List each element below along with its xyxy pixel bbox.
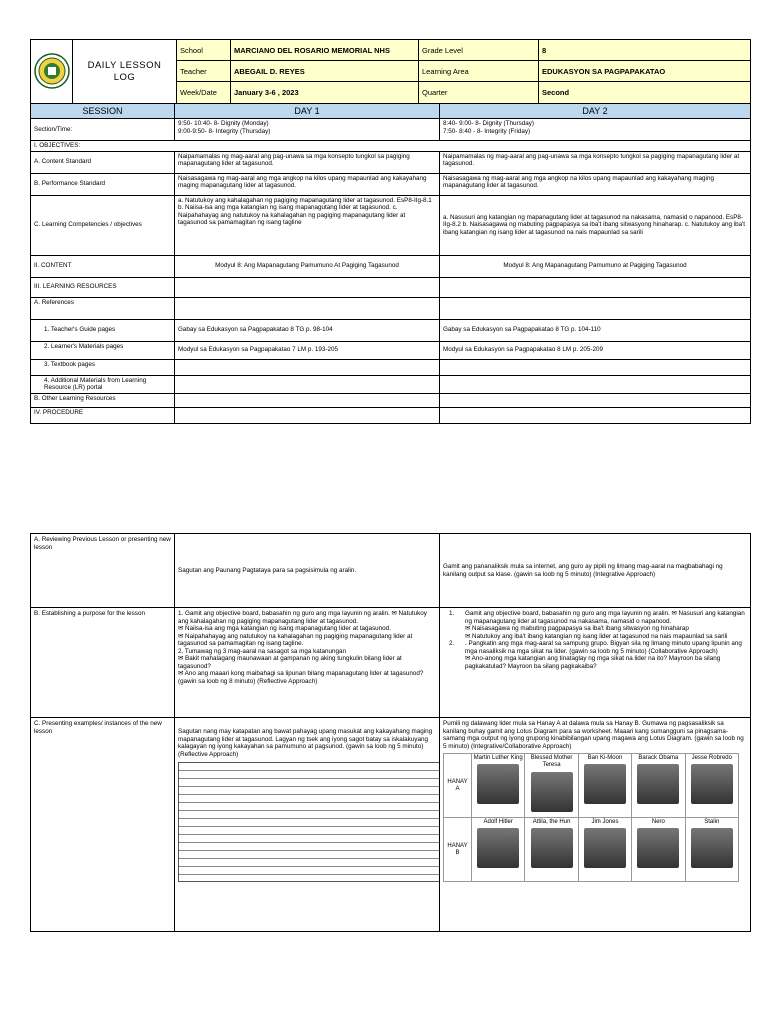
- purpose-label: B. Establishing a purpose for the lesson: [31, 608, 175, 718]
- grade-label: Grade Level: [419, 40, 539, 61]
- empty-cell: [440, 277, 751, 297]
- time-slot: 9:50- 10:40- 8- Dignity (Monday): [178, 120, 269, 127]
- content-standard-label: A. Content Standard: [31, 151, 175, 173]
- list-number: 1.: [449, 610, 455, 617]
- leader-name: Jesse Robredo: [691, 755, 732, 762]
- leader-name: Ban Ki-Moon: [587, 755, 623, 762]
- reviewing-d2: Gamit ang pananaliksik mula sa internet, ang guro ay pipili ng limang mag-aaral na magbabahagi ng kanilang output sa klase. (gawin sa loob ng 5 minuto) (Integrative Approach): [440, 534, 751, 608]
- purpose-item: ✉ Naisasagawa ng mabuting pagpapasya sa iba't ibang sitwasyon ng hinaharap: [465, 625, 689, 633]
- area-label: Learning Area: [419, 61, 539, 82]
- reviewing-label: A. Reviewing Previous Lesson or presenting new lesson: [31, 534, 175, 608]
- leader-name: Adolf Hitler: [483, 819, 513, 826]
- teacher-label: Teacher: [177, 61, 231, 82]
- quarter-value: Second: [539, 82, 751, 104]
- empty-cell: [175, 277, 440, 297]
- lm-label: [31, 341, 175, 359]
- leader-card: [578, 818, 631, 882]
- other-resources-label: B. Other Learning Resources: [31, 393, 175, 407]
- purpose-d2: [440, 608, 751, 718]
- empty-cell: [440, 375, 751, 393]
- content-d2: Modyul 8: Ang Mapanagutang Pamumuno at Pagiging Tagasunod: [440, 255, 751, 277]
- grade-value: 8: [539, 40, 751, 61]
- content-label: II. CONTENT: [31, 255, 175, 277]
- empty-cell: [440, 407, 751, 423]
- purpose-d1: [175, 608, 440, 718]
- procedure-table: [30, 533, 751, 932]
- examples-d1-text: Sagutan nang may katapatan ang bawat pahayag upang masukat ang kakayahang maging mapanagutang lider at tagasunod. Lagyan ng tsek ang iyong sagot batay sa iskalakuyang kalagayan ng iyong kakayahan sa pamumuno at pagsunod. (gawin sa loob ng 5 minuto) (Reflective Approach): [178, 728, 433, 758]
- page-title: DAILY LESSON LOG: [73, 40, 177, 104]
- leader-photo: [531, 828, 573, 868]
- leader-photo: [637, 764, 679, 804]
- day1-header: DAY 1: [175, 104, 440, 119]
- procedure-label: IV. PROCEDURE: [31, 407, 175, 423]
- time-slot: 8:40- 9:00- 8- Dignity (Thursday): [443, 120, 534, 127]
- leader-photo: [531, 772, 573, 812]
- leader-name: Blessed Mother Teresa: [530, 755, 573, 769]
- empty-cell: [440, 297, 751, 319]
- week-value: January 3-6 , 2023: [231, 82, 419, 104]
- hanay-b-label: HANAY B: [444, 818, 472, 882]
- leader-name: Attila, the Hun: [532, 819, 571, 826]
- lesson-table: [30, 103, 751, 424]
- performance-standard-label: B. Performance Standard: [31, 173, 175, 195]
- tg-label: [31, 319, 175, 341]
- tg-d2: Gabay sa Edukasyon sa Pagpapakatao 8 TG p. 104-110: [440, 319, 751, 341]
- lm-d2: Modyul sa Edukasyon sa Pagpapakatao 8 LM p. 205-209: [440, 341, 751, 359]
- empty-cell: [175, 375, 440, 393]
- leader-name: Barack Obama: [638, 755, 679, 762]
- references-label: A. References: [31, 297, 175, 319]
- purpose-item: ✉ Naiisa-isa ang mga katangian ng isang mapanagutang lider at tagasunod.: [178, 625, 391, 633]
- performance-standard-d2: Naisasagawa ng mag-aaral ang mga angkop na kilos upang mapaunlad ang kakayahang maging mapanagutang lider at tagasunod.: [440, 173, 751, 195]
- purpose-item: ✉ Ano ang maaari kong maibahagi sa lipunan bilang mapanagutang lider at tagasunod? (gawin sa loob ng 8 minuto) (Reflective Approach): [178, 670, 424, 685]
- leaders-grid: [443, 753, 739, 882]
- purpose-item: ✉ Naipahahayag ang natutukoy na kahalagahan ng pagiging mapanagutang lider at tagasunod sa pamamagitan ng isang tagline.: [178, 632, 413, 648]
- tg-label-text: 1. Teacher's Guide pages: [44, 326, 116, 334]
- school-label: School: [177, 40, 231, 61]
- examples-d1: [175, 718, 440, 932]
- examples-label: C. Presenting examples/ instances of the new lesson: [31, 718, 175, 932]
- textbook-label-text: 3. Textbook pages: [44, 360, 95, 368]
- leader-card: [685, 754, 738, 818]
- seal-icon: [34, 53, 70, 89]
- purpose-item: 1. Gamit ang objective board, babasahin ng guro ang mga layunin ng aralin. ✉ Natutukoy ang kahalagahan ng pagiging mapanagutang lider at tagasunod.: [178, 610, 427, 625]
- session-header: SESSION: [31, 104, 175, 119]
- leader-card: [632, 754, 685, 818]
- teacher-value: ABEGAIL D. REYES: [231, 61, 419, 82]
- purpose-item: 2. Tumawag ng 3 mag-aaral na sasagot sa mga katanungan: [178, 647, 347, 655]
- empty-cell: [175, 297, 440, 319]
- leader-photo: [477, 764, 519, 804]
- quarter-label: Quarter: [419, 82, 539, 104]
- lm-d1: Modyul sa Edukasyon sa Pagpapakatao 7 LM p. 193-205: [175, 341, 440, 359]
- school-value: MARCIANO DEL ROSARIO MEMORIAL NHS: [231, 40, 419, 61]
- leader-card: [472, 818, 525, 882]
- lm-label-text: 2. Learner's Materials pages: [44, 342, 124, 350]
- leader-name: Martin Luther King: [473, 755, 523, 762]
- leader-card: [525, 818, 578, 882]
- leader-name: Jim Jones: [591, 819, 619, 826]
- content-standard-d1: Naipamamalas ng mag-aaral ang pag-unawa sa mga konsepto tungkol sa pagiging mapanagutang lider at tagasunod.: [175, 151, 440, 173]
- area-value: EDUKASYON SA PAGPAPAKATAO: [539, 61, 751, 82]
- objectives-heading: I. OBJECTIVES:: [31, 141, 751, 152]
- empty-cell: [440, 393, 751, 407]
- leader-card: [632, 818, 685, 882]
- purpose-item: . Pangkatin ang mga mag-aaral sa sampung grupo. Bigyan sila ng limang minuto upang lipunin ang mga nasaliksik na mga sikat na lider. (gawin sa loob ng 5 minuto) (Collaborative Approach): [465, 640, 742, 655]
- textbook-label: [31, 359, 175, 375]
- leader-card: [578, 754, 631, 818]
- leader-photo: [584, 828, 626, 868]
- leader-photo: [691, 764, 733, 804]
- competencies-d2: a. Nasusuri ang katangian ng mapanagutang lider at tagasunod na nakasama, namasid o napanood. EsP8-IIg-8.2 b. Naisasagawa ng mabuting pagpapasya sa iba't ibang sitwasyong hinaharap. c. Natutukoy ang iba't ibang katangian ng isang lider at tagasunod na nais mapaunlad sa sarili: [440, 195, 751, 255]
- leader-photo: [584, 764, 626, 804]
- examples-d2: [440, 718, 751, 932]
- reviewing-d1: Sagutan ang Paunang Pagtataya para sa pagsisimula ng aralin.: [175, 534, 440, 608]
- week-label: Week/Date: [177, 82, 231, 104]
- self-assessment-table-image: [178, 762, 440, 882]
- time-label: Section/Time:: [31, 119, 175, 141]
- competencies-d1: a. Natutukoy ang kahalagahan ng pagiging mapanagutang lider at tagasunod. EsP8-IIg-8.1 b. Naiisa-isa ang mga katangian ng isang mapanagutang lider at tagasunod. c. Naipahahayag ang natutukoy na kahalagahan ng pagiging mapanagutang lider at tagasunod sa pamamagitan ng isang tagline: [175, 195, 440, 255]
- leader-photo: [691, 828, 733, 868]
- empty-cell: [175, 359, 440, 375]
- school-logo: [31, 40, 73, 104]
- list-number: 2.: [449, 640, 455, 648]
- leader-name: Stalin: [704, 819, 720, 826]
- hanay-a-label: HANAY A: [444, 754, 472, 818]
- empty-cell: [175, 407, 440, 423]
- leader-photo: [477, 828, 519, 868]
- additional-label: [31, 375, 175, 393]
- time-slot: 9:00-9:50- 8- Integrity (Thursday): [178, 127, 271, 135]
- purpose-item: ✉ Bakit mahalagang maunawaan at gampanan ng aking tungkulin bilang lider at tagasunod?: [178, 655, 402, 670]
- additional-label-text: 4. Additional Materials from Learning Resource (LR) portal: [44, 376, 147, 392]
- day1-time: [175, 119, 440, 141]
- empty-cell: [440, 359, 751, 375]
- time-slot: 7:50- 8:40 - 8- Integrity (Friday): [443, 127, 531, 135]
- tg-d1: Gabay sa Edukasyon sa Pagpapakatao 8 TG p. 98-104: [175, 319, 440, 341]
- header-table: [30, 39, 751, 104]
- leader-card: [685, 818, 738, 882]
- leader-name: Nero: [651, 819, 665, 826]
- leader-card: [525, 754, 578, 818]
- day2-header: DAY 2: [440, 104, 751, 119]
- purpose-item: Gamit ang objective board, babasahin ng guro ang mga layunin ng aralin. ✉ Nasusuri ang katangian ng mapanagutang lider at tagasunod na nakasama, namasid o napanood.: [465, 610, 745, 625]
- leader-photo: [637, 828, 679, 868]
- purpose-item: ✉ Natutukoy ang iba't ibang katangian ng isang lider at tagasunod na nais mapaunlad sa sarili: [465, 632, 728, 640]
- empty-cell: [175, 393, 440, 407]
- content-standard-d2: Naipamamalas ng mag-aaral ang pag-unawa sa mga konsepto tungkol sa pagiging mapanagutang lider at tagasunod.: [440, 151, 751, 173]
- examples-d2-text: Pumili ng dalawang lider mula sa Hanay A at dalawa mula sa Hanay B. Gumawa ng pagsasaliksik sa kanilang buhay gamit ang Lotus Diagram para sa worksheet. Maaari kang sumangguni sa pinagsama-samang mga output ng iyong grupong kinabibilangan upang magawa ang Lotus Diagram. (gawin sa loob ng 5 minuto) (Integrative/Collaborative Approach): [443, 720, 744, 750]
- resources-label: III. LEARNING RESOURCES: [31, 277, 175, 297]
- performance-standard-d1: Naisasagawa ng mag-aaral ang mga angkop na kilos upang mapaunlad ang kakayahang maging mapanagutang lider at tagasunod.: [175, 173, 440, 195]
- content-d1: Modyul 8: Ang Mapanagutang Pamumuno At Pagiging Tagasunod: [175, 255, 440, 277]
- day2-time: [440, 119, 751, 141]
- purpose-item: ✉ Ano-anong mga katangian ang tinataglay ng mga sikat na lider na ito? Mayroon ba silang pagkakatulad? Mayroon ba silang pagkakaiba?: [465, 655, 721, 670]
- leader-card: [472, 754, 525, 818]
- competencies-label: C. Learning Competencies / objectives: [31, 195, 175, 255]
